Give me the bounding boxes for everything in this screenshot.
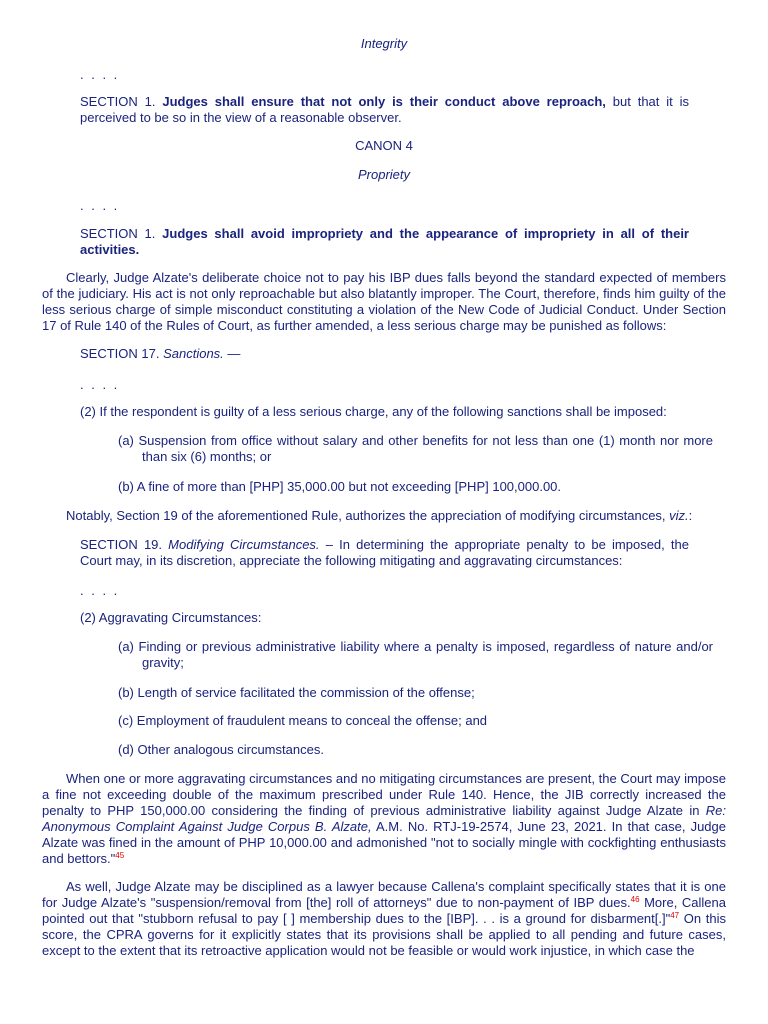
ellipsis: . . . . (80, 377, 120, 392)
footnote-ref[interactable]: 45 (115, 851, 125, 860)
canon4-heading: CANON 4 (355, 138, 413, 153)
canon4-section1: SECTION 1. Judges shall avoid impropriety and the appearance of impropriety in all of their activities. (80, 226, 689, 257)
sanctions-intro: (2) If the respondent is guilty of a less serious charge, any of the following sanctions shall be imposed: (80, 404, 667, 419)
aggravating-item-c: (c) Employment of fraudulent means to conceal the offense; and (118, 713, 488, 728)
paragraph-clearly: Clearly, Judge Alzate's deliberate choice not to pay his IBP dues falls beyond the standard expected of members of the judiciary. His act is not only reproachable but also blatantly improper. The Court, therefore, finds him guilty of the less serious charge of simple misconduct constituting a violation of the New Code of Judicial Conduct. Under Section 17 of Rule 140 of the Rules of Court, as further amended, a less serious charge may be punished as follows: (42, 270, 726, 333)
ellipsis: . . . . (80, 583, 120, 598)
paragraph-when: When one or more aggravating circumstances and no mitigating circumstances are present, the Court may impose a fine not exceeding double of the maximum prescribed under Rule 140. Hence, the JIB correctly increased the penalty to PHP 150,000.00 considering the finding of previous administrative liability against Judge Alzate in Re: Anonymous Complaint Against Judge Corpus B. Alzate, A.M. No. RTJ-19-2574, June 23, 2021. In that case, Judge Alzate was fined in the amount of PHP 10,000.00 and admonished "not to socially mingle with cockfighting enthusiasts and bettors."$^{45}$ (42, 771, 726, 866)
canon3-section1: SECTION 1. Judges shall ensure that not only is their conduct above reproach, but that it is perceived to be so in the view of a reasonable observer. (80, 94, 690, 125)
aggravating-item-a: (a) Finding or previous administrative liability where a penalty is imposed, regardless of nature and/or gravity; (118, 639, 713, 670)
sanction-item-b: (b) A fine of more than [PHP] 35,000.00 but not exceeding [PHP] 100,000.00. (118, 479, 562, 494)
sanction-item-a: (a) Suspension from office without salary and other benefits for not less than one (1) month nor more than six (6) months; or (118, 433, 713, 464)
paragraph-notably: Notably, Section 19 of the aforementioned Rule, authorizes the appreciation of modifying circumstances, viz.: (66, 508, 693, 523)
ellipsis: . . . . (80, 198, 120, 213)
aggravating-heading: (2) Aggravating Circumstances: (80, 610, 262, 625)
ellipsis: . . . . (80, 67, 120, 82)
aggravating-item-d: (d) Other analogous circumstances. (118, 742, 324, 757)
footnote-ref[interactable]: 47 (670, 911, 680, 920)
section19-heading: SECTION 19. Modifying Circumstances. – In determining the appropriate penalty to be imposed, the Court may, in its discretion, appreciate the following mitigating and aggravating circumstances: (80, 537, 690, 568)
canon4-title: Propriety (357, 167, 411, 182)
footnote-ref[interactable]: 46 (630, 895, 640, 904)
aggravating-item-b: (b) Length of service facilitated the commission of the offense; (118, 685, 475, 700)
paragraph-as-well: As well, Judge Alzate may be disciplined as a lawyer because Callena's complaint specifically states that it is one for Judge Alzate's "suspension/removal from [the] roll of attorneys" due to non-payment of IBP dues.$^{46}$ More, Callena pointed out that "stubborn refusal to pay [ ] membership dues to the [IBP]. . . is a ground for disbarment[.]"$^{47}$ On this score, the CPRA governs for it explicitly states that its provisions shall be applied to all pending and future cases, except to the extent that its retroactive application would not be feasible or would work injustice, in which case the (42, 879, 727, 958)
canon3-title: Integrity (360, 36, 408, 51)
section17-heading: SECTION 17. Sanctions. — (80, 346, 241, 361)
